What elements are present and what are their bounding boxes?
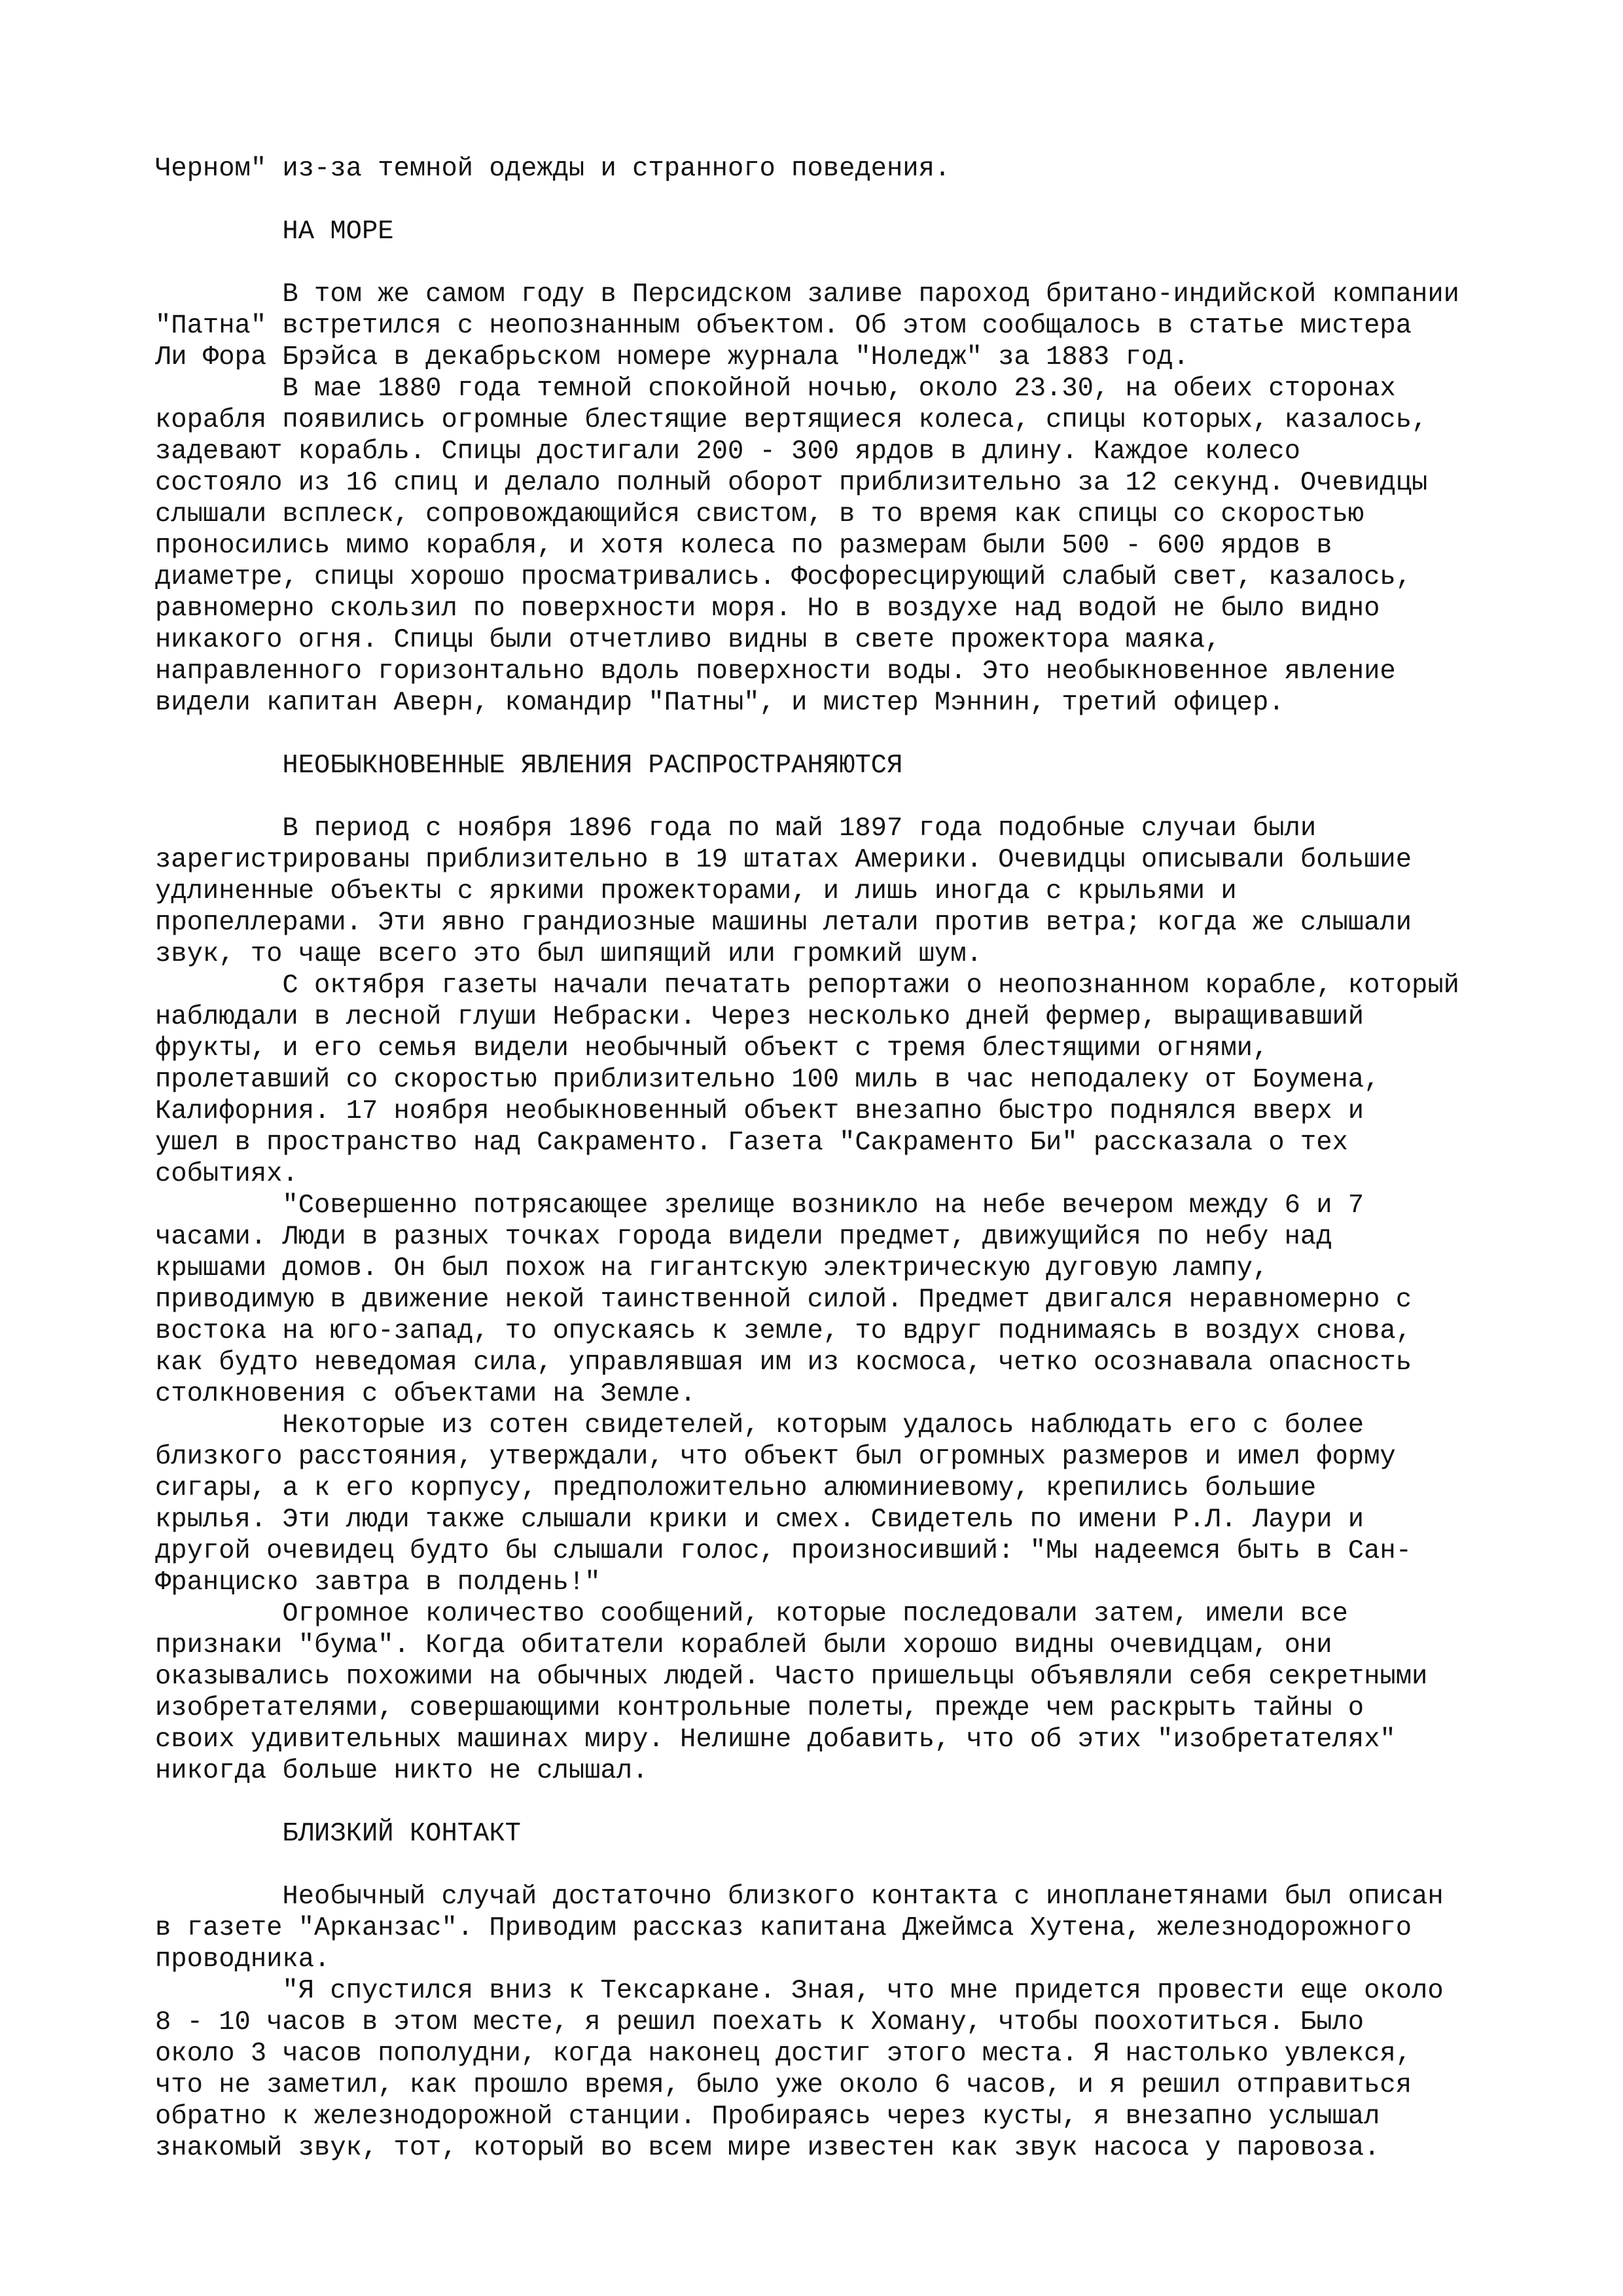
text-line: часами. Люди в разных точках города видели предмет, движущийся по небу над bbox=[155, 1222, 1332, 1252]
text-line: "Совершенно потрясающее зрелище возникло на небе вечером между 6 и 7 bbox=[155, 1191, 1364, 1221]
text-line: никакого огня. Спицы были отчетливо видны в свете прожектора маяка, bbox=[155, 625, 1221, 655]
text-line: равномерно скользил по поверхности моря. Но в воздухе над водой не было видно bbox=[155, 594, 1380, 624]
text-line: событиях. bbox=[155, 1159, 298, 1189]
text-line: удлиненные объекты с яркими прожекторами, и лишь иногда с крыльями и bbox=[155, 876, 1237, 906]
text-line: НЕОБЫКНОВЕННЫЕ ЯВЛЕНИЯ РАСПРОСТРАНЯЮТСЯ bbox=[155, 751, 903, 781]
text-line: Черном" из-за темной одежды и странного поведения. bbox=[155, 154, 951, 184]
text-line: диаметре, спицы хорошо просматривались. Фосфоресцирующий слабый свет, казалось, bbox=[155, 562, 1412, 592]
text-line: знакомый звук, тот, который во всем мире известен как звук насоса у паровоза. bbox=[155, 2133, 1380, 2163]
text-line: крылья. Эти люди также слышали крики и смех. Свидетель по имени Р.Л. Лаури и bbox=[155, 1505, 1364, 1535]
text-line: 8 - 10 часов в этом месте, я решил поехать к Хоману, чтобы поохотиться. Было bbox=[155, 2007, 1364, 2037]
text-line: проводника. bbox=[155, 1945, 330, 1975]
text-line: изобретателями, совершающими контрольные полеты, прежде чем раскрыть тайны о bbox=[155, 1693, 1364, 1723]
text-line: востока на юго-запад, то опускаясь к земле, то вдруг поднимаясь в воздух снова, bbox=[155, 1316, 1412, 1346]
text-line: обратно к железнодорожной станции. Пробираясь через кусты, я внезапно услышал bbox=[155, 2102, 1380, 2132]
text-line: пролетавший со скоростью приблизительно 100 миль в час неподалеку от Боумена, bbox=[155, 1065, 1380, 1095]
text-line: В том же самом году в Персидском заливе пароход британо-индийской компании bbox=[155, 279, 1459, 310]
blank-line bbox=[155, 185, 1490, 216]
text-line: Ли Фора Брэйса в декабрьском номере журнала "Ноледж" за 1883 год. bbox=[155, 342, 1189, 372]
blank-line bbox=[155, 247, 1490, 279]
text-line: БЛИЗКИЙ КОНТАКТ bbox=[155, 1819, 521, 1849]
text-line: никогда больше никто не слышал. bbox=[155, 1756, 649, 1786]
text-line: крышами домов. Он был похож на гигантскую электрическую дуговую лампу, bbox=[155, 1253, 1269, 1283]
text-line: своих удивительных машинах миру. Нелишне добавить, что об этих "изобретателях" bbox=[155, 1725, 1396, 1755]
text-line: Огромное количество сообщений, которые последовали затем, имели все bbox=[155, 1599, 1348, 1629]
text-line: звук, то чаще всего это был шипящий или громкий шум. bbox=[155, 939, 982, 969]
text-line: признаки "бума". Когда обитатели кораблей были хорошо видны очевидцам, они bbox=[155, 1630, 1332, 1660]
text-line: приводимую в движение некой таинственной силой. Предмет двигался неравномерно с bbox=[155, 1285, 1412, 1315]
text-line: состояло из 16 спиц и делало полный оборот приблизительно за 12 секунд. Очевидцы bbox=[155, 468, 1428, 498]
text-line: наблюдали в лесной глуши Небраски. Через несколько дней фермер, выращивавший bbox=[155, 1002, 1364, 1032]
text-line: Некоторые из сотен свидетелей, которым удалось наблюдать его с более bbox=[155, 1410, 1364, 1441]
text-line: оказывались похожими на обычных людей. Часто пришельцы объявляли себя секретными bbox=[155, 1662, 1428, 1692]
text-line: фрукты, и его семья видели необычный объект с тремя блестящими огнями, bbox=[155, 1033, 1269, 1064]
text-line: задевают корабль. Спицы достигали 200 - 300 ярдов в длину. Каждое колесо bbox=[155, 437, 1300, 467]
text-line: близкого расстояния, утверждали, что объект был огромных размеров и имел форму bbox=[155, 1442, 1396, 1472]
text-line: около 3 часов пополудни, когда наконец достиг этого места. Я настолько увлекся, bbox=[155, 2039, 1412, 2069]
text-line: "Патна" встретился с неопознанным объектом. Об этом сообщалось в статье мистера bbox=[155, 311, 1412, 341]
text-line: что не заметил, как прошло время, было уже около 6 часов, и я решил отправиться bbox=[155, 2070, 1412, 2100]
blank-line bbox=[155, 1850, 1490, 1881]
text-line: видели капитан Аверн, командир "Патны", и мистер Мэннин, третий офицер. bbox=[155, 688, 1285, 718]
text-line: Необычный случай достаточно близкого контакта с инопланетянами был описан bbox=[155, 1882, 1444, 1912]
blank-line bbox=[155, 781, 1490, 813]
text-line: ушел в пространство над Сакраменто. Газета "Сакраменто Би" рассказала о тех bbox=[155, 1128, 1348, 1158]
text-line: В мае 1880 года темной спокойной ночью, около 23.30, на обеих сторонах bbox=[155, 374, 1396, 404]
text-line: С октября газеты начали печатать репортажи о неопознанном корабле, который bbox=[155, 971, 1459, 1001]
text-line: другой очевидец будто бы слышали голос, произносивший: "Мы надеемся быть в Сан- bbox=[155, 1536, 1412, 1566]
text-line: столкновения с объектами на Земле. bbox=[155, 1379, 696, 1409]
text-line: проносились мимо корабля, и хотя колеса по размерам были 500 - 600 ярдов в bbox=[155, 531, 1332, 561]
text-line: сигары, а к его корпусу, предположительно алюминиевому, крепились большие bbox=[155, 1473, 1317, 1503]
text-line: зарегистрированы приблизительно в 19 штатах Америки. Очевидцы описывали большие bbox=[155, 845, 1412, 875]
text-line: Калифорния. 17 ноября необыкновенный объект внезапно быстро поднялся вверх и bbox=[155, 1096, 1364, 1126]
text-line: Франциско завтра в полдень!" bbox=[155, 1568, 601, 1598]
blank-line bbox=[155, 719, 1490, 750]
text-line: слышали всплеск, сопровождающийся свистом, в то время как спицы со скоростью bbox=[155, 499, 1364, 529]
text-line: корабля появились огромные блестящие вертящиеся колеса, спицы которых, казалось, bbox=[155, 405, 1428, 435]
text-line: как будто неведомая сила, управлявшая им из космоса, четко осознавала опасность bbox=[155, 1348, 1412, 1378]
text-line: "Я спустился вниз к Тексаркане. Зная, что мне придется провести еще около bbox=[155, 1976, 1444, 2006]
text-line: НА МОРЕ bbox=[155, 217, 394, 247]
document-body bbox=[155, 153, 1490, 2164]
text-line: пропеллерами. Эти явно грандиозные машины летали против ветра; когда же слышали bbox=[155, 908, 1412, 938]
text-line: в газете "Арканзас". Приводим рассказ капитана Джеймса Хутена, железнодорожного bbox=[155, 1913, 1412, 1943]
text-line: В период с ноября 1896 года по май 1897 года подобные случаи были bbox=[155, 814, 1317, 844]
blank-line bbox=[155, 1787, 1490, 1818]
text-line: направленного горизонтально вдоль поверхности воды. Это необыкновенное явление bbox=[155, 656, 1396, 687]
